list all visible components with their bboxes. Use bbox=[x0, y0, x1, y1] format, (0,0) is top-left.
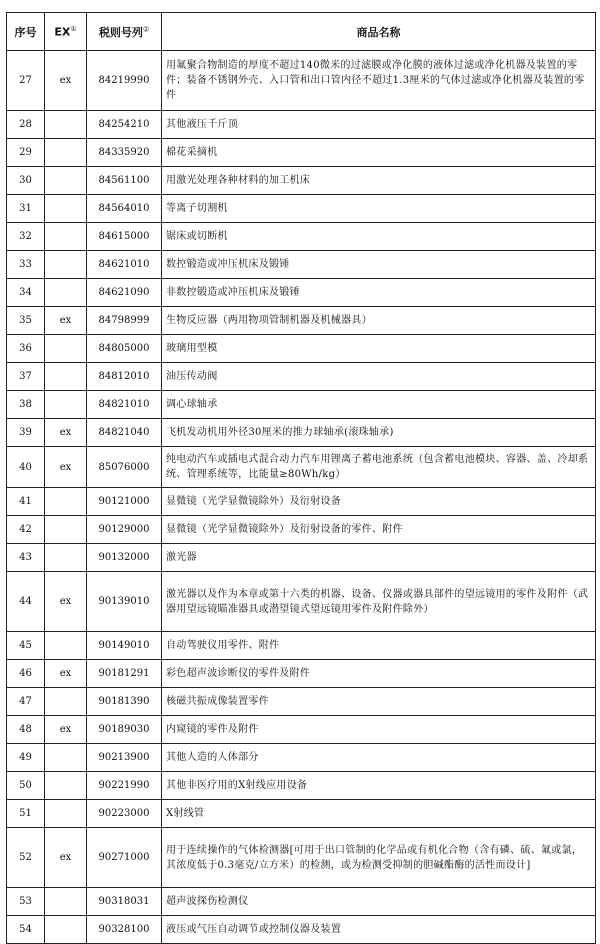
row-number: 29 bbox=[7, 139, 45, 167]
row-product-name: 显微镜（光学显微镜除外）及衍射设备的零件、附件 bbox=[162, 516, 596, 544]
row-ex-flag bbox=[45, 195, 87, 223]
row-ex-flag bbox=[45, 632, 87, 660]
row-ex-flag bbox=[45, 688, 87, 716]
row-product-name: 其他液压千斤顶 bbox=[162, 111, 596, 139]
row-number: 44 bbox=[7, 572, 45, 632]
table-row bbox=[7, 716, 596, 744]
row-tariff-code: 90271000 bbox=[87, 828, 162, 888]
table-row bbox=[7, 391, 596, 419]
row-tariff-code: 90189030 bbox=[87, 716, 162, 744]
row-product-name: 数控锻造或冲压机床及锻锤 bbox=[162, 251, 596, 279]
row-tariff-code: 84805000 bbox=[87, 335, 162, 363]
row-number: 53 bbox=[7, 888, 45, 916]
row-product-name: 调心球轴承 bbox=[162, 391, 596, 419]
row-number: 30 bbox=[7, 167, 45, 195]
row-product-name: 用激光处理各种材料的加工机床 bbox=[162, 167, 596, 195]
row-tariff-code: 84335920 bbox=[87, 139, 162, 167]
row-product-name: 其他人造的人体部分 bbox=[162, 744, 596, 772]
row-tariff-code: 90181291 bbox=[87, 660, 162, 688]
row-product-name: 液压或气压自动调节或控制仪器及装置 bbox=[162, 916, 596, 944]
table-row bbox=[7, 419, 596, 447]
row-number: 51 bbox=[7, 800, 45, 828]
row-product-name: 非数控锻造或冲压机床及锻锤 bbox=[162, 279, 596, 307]
row-product-name: 纯电动汽车或插电式混合动力汽车用锂离子蓄电池系统（包含蓄电池模块、容器、盖、冷却系统、管理系统等，比能量≥80Wh/kg） bbox=[162, 447, 596, 488]
row-ex-flag bbox=[45, 223, 87, 251]
table-row bbox=[7, 888, 596, 916]
row-tariff-code: 90181390 bbox=[87, 688, 162, 716]
row-tariff-code: 90129000 bbox=[87, 516, 162, 544]
row-ex-flag: ex bbox=[45, 307, 87, 335]
row-product-name: 超声波探伤检测仪 bbox=[162, 888, 596, 916]
table-row bbox=[7, 251, 596, 279]
row-number: 35 bbox=[7, 307, 45, 335]
table-row bbox=[7, 139, 596, 167]
row-tariff-code: 84798999 bbox=[87, 307, 162, 335]
row-number: 37 bbox=[7, 363, 45, 391]
row-number: 27 bbox=[7, 51, 45, 111]
row-ex-flag bbox=[45, 888, 87, 916]
row-number: 50 bbox=[7, 772, 45, 800]
row-product-name: X射线管 bbox=[162, 800, 596, 828]
row-ex-flag: ex bbox=[45, 447, 87, 488]
row-tariff-code: 84254210 bbox=[87, 111, 162, 139]
row-ex-flag bbox=[45, 916, 87, 944]
row-tariff-code: 84621090 bbox=[87, 279, 162, 307]
table-row bbox=[7, 335, 596, 363]
row-number: 38 bbox=[7, 391, 45, 419]
row-product-name: 锯床或切断机 bbox=[162, 223, 596, 251]
table-row bbox=[7, 800, 596, 828]
row-tariff-code: 90221990 bbox=[87, 772, 162, 800]
row-tariff-code: 84219990 bbox=[87, 51, 162, 111]
row-product-name: 玻璃用型模 bbox=[162, 335, 596, 363]
row-number: 31 bbox=[7, 195, 45, 223]
row-product-name: 内窥镜的零件及附件 bbox=[162, 716, 596, 744]
row-product-name: 自动驾驶仪用零件、附件 bbox=[162, 632, 596, 660]
row-ex-flag bbox=[45, 363, 87, 391]
table-row bbox=[7, 279, 596, 307]
row-ex-flag bbox=[45, 111, 87, 139]
table-row bbox=[7, 447, 596, 488]
row-tariff-code: 90318031 bbox=[87, 888, 162, 916]
table-row bbox=[7, 544, 596, 572]
row-ex-flag bbox=[45, 335, 87, 363]
row-product-name: 其他非医疗用的X射线应用设备 bbox=[162, 772, 596, 800]
table-row bbox=[7, 307, 596, 335]
row-number: 40 bbox=[7, 447, 45, 488]
row-product-name: 显微镜（光学显微镜除外）及衍射设备 bbox=[162, 488, 596, 516]
table-row bbox=[7, 111, 596, 139]
row-tariff-code: 84564010 bbox=[87, 195, 162, 223]
row-tariff-code: 90223000 bbox=[87, 800, 162, 828]
table-row bbox=[7, 516, 596, 544]
row-ex-flag bbox=[45, 516, 87, 544]
row-product-name: 核磁共振成像装置零件 bbox=[162, 688, 596, 716]
row-product-name: 激光器 bbox=[162, 544, 596, 572]
table-row bbox=[7, 488, 596, 516]
footnote-mark-2: ② bbox=[142, 24, 150, 33]
row-ex-flag bbox=[45, 800, 87, 828]
row-number: 47 bbox=[7, 688, 45, 716]
row-number: 52 bbox=[7, 828, 45, 888]
header-ex: EX① bbox=[45, 13, 87, 51]
row-tariff-code: 90213900 bbox=[87, 744, 162, 772]
row-tariff-code: 90139010 bbox=[87, 572, 162, 632]
table-row bbox=[7, 916, 596, 944]
tariff-table bbox=[6, 12, 596, 944]
table-row bbox=[7, 223, 596, 251]
row-tariff-code: 84621010 bbox=[87, 251, 162, 279]
row-number: 45 bbox=[7, 632, 45, 660]
header-code: 税则号列② bbox=[87, 13, 162, 51]
row-ex-flag bbox=[45, 488, 87, 516]
row-ex-flag: ex bbox=[45, 660, 87, 688]
row-product-name: 彩色超声波诊断仪的零件及附件 bbox=[162, 660, 596, 688]
table-row bbox=[7, 744, 596, 772]
table-row bbox=[7, 688, 596, 716]
row-number: 28 bbox=[7, 111, 45, 139]
tariff-table-container bbox=[6, 12, 595, 944]
row-product-name: 用于连续操作的气体检测器[可用于出口管制的化学品或有机化合物（含有磷、硫、氟或氯，其浓度低于0.3毫克/立方米）的检测，或为检测受抑制的胆碱酯酶的活性而设计] bbox=[162, 828, 596, 888]
row-product-name: 等离子切割机 bbox=[162, 195, 596, 223]
row-number: 43 bbox=[7, 544, 45, 572]
row-number: 33 bbox=[7, 251, 45, 279]
header-name: 商品名称 bbox=[162, 13, 596, 51]
row-tariff-code: 90149010 bbox=[87, 632, 162, 660]
row-number: 34 bbox=[7, 279, 45, 307]
row-number: 41 bbox=[7, 488, 45, 516]
row-tariff-code: 84812010 bbox=[87, 363, 162, 391]
table-row bbox=[7, 632, 596, 660]
row-number: 42 bbox=[7, 516, 45, 544]
table-row bbox=[7, 660, 596, 688]
row-ex-flag: ex bbox=[45, 419, 87, 447]
row-tariff-code: 90328100 bbox=[87, 916, 162, 944]
table-row bbox=[7, 195, 596, 223]
row-tariff-code: 90121000 bbox=[87, 488, 162, 516]
row-tariff-code: 90132000 bbox=[87, 544, 162, 572]
row-ex-flag bbox=[45, 544, 87, 572]
table-row bbox=[7, 363, 596, 391]
row-product-name: 油压传动阀 bbox=[162, 363, 596, 391]
row-number: 48 bbox=[7, 716, 45, 744]
row-ex-flag: ex bbox=[45, 51, 87, 111]
table-row bbox=[7, 772, 596, 800]
row-tariff-code: 84561100 bbox=[87, 167, 162, 195]
row-ex-flag bbox=[45, 167, 87, 195]
row-number: 32 bbox=[7, 223, 45, 251]
footnote-mark-1: ① bbox=[70, 24, 77, 33]
row-tariff-code: 84821010 bbox=[87, 391, 162, 419]
row-ex-flag bbox=[45, 391, 87, 419]
row-product-name: 用氟聚合物制造的厚度不超过140微米的过滤膜或净化膜的液体过滤或净化机器及装置的零件；装备不锈钢外壳、入口管和出口管内径不超过1.3厘米的气体过滤或净化机器及装置的零件 bbox=[162, 51, 596, 111]
row-number: 49 bbox=[7, 744, 45, 772]
header-no: 序号 bbox=[7, 13, 45, 51]
row-product-name: 生物反应器（两用物项管制机器及机械器具） bbox=[162, 307, 596, 335]
row-ex-flag bbox=[45, 744, 87, 772]
row-product-name: 飞机发动机用外径30厘米的推力球轴承(滚珠轴承) bbox=[162, 419, 596, 447]
row-tariff-code: 84821040 bbox=[87, 419, 162, 447]
row-ex-flag bbox=[45, 251, 87, 279]
row-ex-flag: ex bbox=[45, 716, 87, 744]
row-ex-flag bbox=[45, 139, 87, 167]
row-number: 46 bbox=[7, 660, 45, 688]
row-ex-flag bbox=[45, 772, 87, 800]
table-row bbox=[7, 572, 596, 632]
row-product-name: 激光器以及作为本章或第十六类的机器、设备、仪器或器具部件的望远镜用的零件及附件（武器用望远镜瞄准器具或潜望镜式望远镜用零件及附件除外） bbox=[162, 572, 596, 632]
row-number: 36 bbox=[7, 335, 45, 363]
table-row bbox=[7, 51, 596, 111]
table-row bbox=[7, 828, 596, 888]
table-header-row bbox=[7, 13, 596, 51]
row-tariff-code: 84615000 bbox=[87, 223, 162, 251]
row-ex-flag: ex bbox=[45, 572, 87, 632]
row-number: 39 bbox=[7, 419, 45, 447]
table-row bbox=[7, 167, 596, 195]
row-number: 54 bbox=[7, 916, 45, 944]
row-ex-flag: ex bbox=[45, 828, 87, 888]
row-product-name: 棉花采摘机 bbox=[162, 139, 596, 167]
row-ex-flag bbox=[45, 279, 87, 307]
row-tariff-code: 85076000 bbox=[87, 447, 162, 488]
